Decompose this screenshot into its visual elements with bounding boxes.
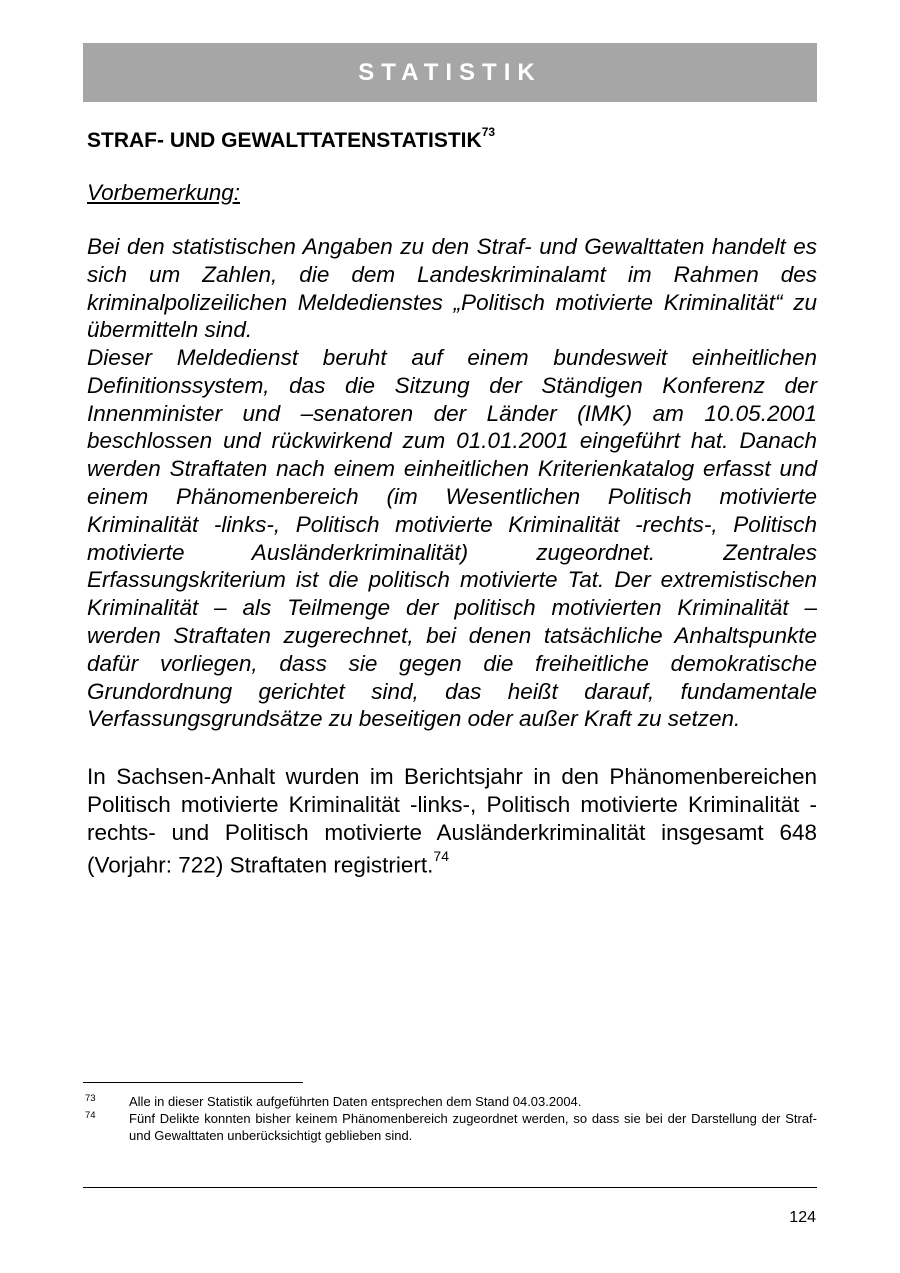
statistics-paragraph: [87, 763, 817, 880]
section-banner: [83, 43, 817, 102]
footnote-number: 74: [85, 1110, 96, 1121]
heading-footnote-ref[interactable]: 73: [481, 125, 496, 139]
footnote-text: Alle in dieser Statistik aufgeführten Daten entsprechen dem Stand 04.03.2004.: [129, 1094, 582, 1109]
section-title: STATISTIK: [358, 58, 542, 86]
definition-paragraph: Dieser Meldedienst beruht auf einem bundesweit einheitlichen Definitionssystem, das die Sitzung der Ständigen Konferenz der Innenminister und –senatoren der Länder (IMK) am 10.05.2001 beschlossen und rückwirkend zum 01.01.2001 eingeführt hat. Danach werden Straftaten nach einem einheitlichen Kriterienkatalog erfasst und einem Phänomenbereich (im Wesentlichen Politisch motivierte Kriminalität -links-, Politisch motivierte Kriminalität -rechts-, Politisch motivierte Ausländerkriminalität) zugeordnet. Zentrales Erfassungskriterium ist die politisch motivierte Tat. Der extremistischen Kriminalität – als Teilmenge der politisch motivierten Kriminalität – werden Straftaten zugerechnet, bei denen tatsächliche Anhaltspunkte dafür vorliegen, dass sie gegen die freiheitliche demokratische Grundordnung gerichtet sind, das heißt darauf, fundamentale Verfassungsgrundsätze zu beseitigen oder außer Kraft zu setzen.: [87, 345, 817, 732]
page-number: 124: [789, 1209, 816, 1226]
heading-text: STRAF- UND GEWALTTATENSTATISTIK: [87, 129, 482, 152]
intro-paragraph: Bei den statistischen Angaben zu den Straf- und Gewalttaten handelt es sich um Zahlen, die dem Landeskriminalamt im Rahmen des kriminalpolizeilichen Meldedienstes „Politisch motivierte Kriminalität“ zu übermitteln sind.: [87, 234, 817, 343]
statistics-footnote-ref[interactable]: 74: [433, 848, 449, 865]
footnote-73: [83, 1093, 817, 1110]
footnote-number: 73: [85, 1093, 96, 1104]
footnote-separator: [83, 1082, 303, 1083]
page-heading: [87, 120, 817, 156]
preliminary-remark-label: Vorbemerkung:: [87, 180, 240, 205]
footnote-text: Fünf Delikte konnten bisher keinem Phänomenbereich zugeordnet werden, so dass sie bei der Darstellung der Straf- und Gewalttaten unberücksichtigt geblieben sind.: [129, 1111, 817, 1143]
footnote-74: [83, 1110, 817, 1144]
statistics-text: In Sachsen-Anhalt wurden im Berichtsjahr in den Phänomenbereichen Politisch motivierte Kriminalität -links-, Politisch motivierte Kriminalität -rechts- und Politisch motivierte Ausländerkriminalität insgesamt 648 (Vorjahr: 722) Straftaten registriert.: [87, 764, 817, 878]
page-footer-rule: [83, 1187, 817, 1188]
